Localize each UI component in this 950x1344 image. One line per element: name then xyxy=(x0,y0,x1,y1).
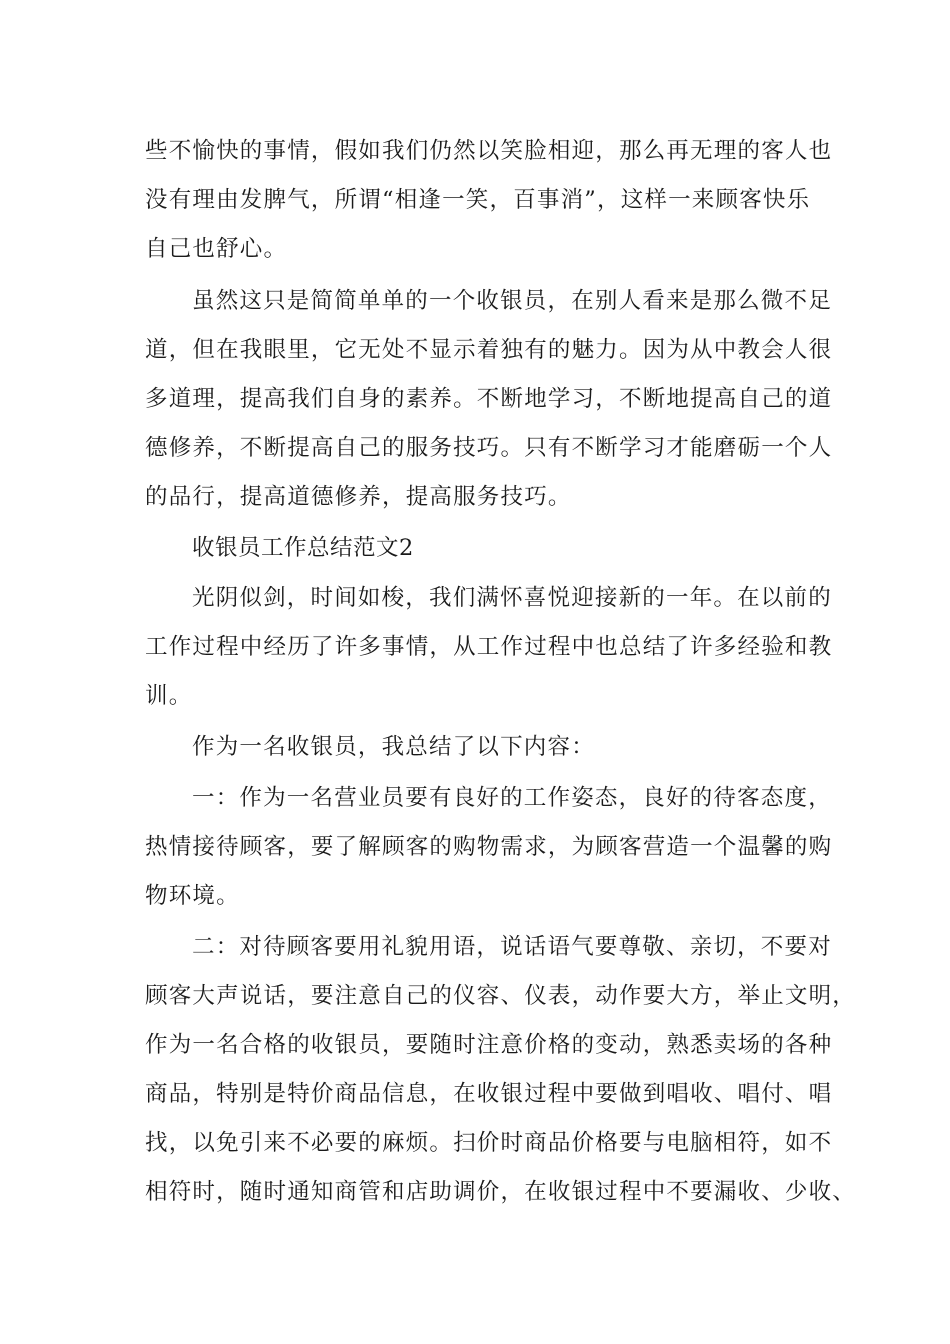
text-line: 自己也舒心。 xyxy=(145,236,288,262)
text-line: 道，但在我眼里，它无处不显示着独有的魅力。因为从中教会人很 xyxy=(145,337,833,363)
paragraph-first-line: 光阴似剑，时间如梭，我们满怀喜悦迎接新的一年。在以前的 xyxy=(192,585,832,611)
text-line: 热情接待顾客，要了解顾客的购物需求，为顾客营造一个温馨的购 xyxy=(145,834,833,860)
paragraph-first-line: 作为一名收银员，我总结了以下内容： xyxy=(192,734,595,760)
text-line: 些不愉快的事情，假如我们仍然以笑脸相迎，那么再无理的客人也 xyxy=(145,138,833,164)
text-line: 找，以免引来不必要的麻烦。扫价时商品价格要与电脑相符，如不 xyxy=(145,1130,833,1156)
text-line: 多道理，提高我们自身的素养。不断地学习，不断地提高自己的道 xyxy=(145,386,833,412)
text-line: 的品行，提高道德修养，提高服务技巧。 xyxy=(145,484,572,510)
text-line: 没有理由发脾气，所谓“相逢一笑，百事消”，这样一来顾客快乐 xyxy=(145,187,811,213)
text-line: 工作过程中经历了许多事情，从工作过程中也总结了许多经验和教 xyxy=(145,634,833,660)
text-line: 相符时，随时通知商管和店助调价，在收银过程中不要漏收、少收、 xyxy=(145,1179,857,1205)
text-line: 作为一名合格的收银员，要随时注意价格的变动，熟悉卖场的各种 xyxy=(145,1032,833,1058)
text-line: 顾客大声说话，要注意自己的仪容、仪表，动作要大方，举止文明， xyxy=(145,983,857,1009)
paragraph-first-line: 二：对待顾客要用礼貌用语，说话语气要尊敬、亲切，不要对 xyxy=(192,934,832,960)
text-line: 训。 xyxy=(145,683,193,709)
section-heading: 收银员工作总结范文2 xyxy=(192,535,414,561)
paragraph-first-line: 虽然这只是简简单单的一个收银员，在别人看来是那么微不足 xyxy=(192,288,832,314)
text-line: 物环境。 xyxy=(145,883,240,909)
text-line: 德修养，不断提高自己的服务技巧。只有不断学习才能磨砺一个人 xyxy=(145,435,833,461)
paragraph-first-line: 一：作为一名营业员要有良好的工作姿态，良好的待客态度， xyxy=(192,785,832,811)
text-line: 商品，特别是特价商品信息，在收银过程中要做到唱收、唱付、唱 xyxy=(145,1081,833,1107)
